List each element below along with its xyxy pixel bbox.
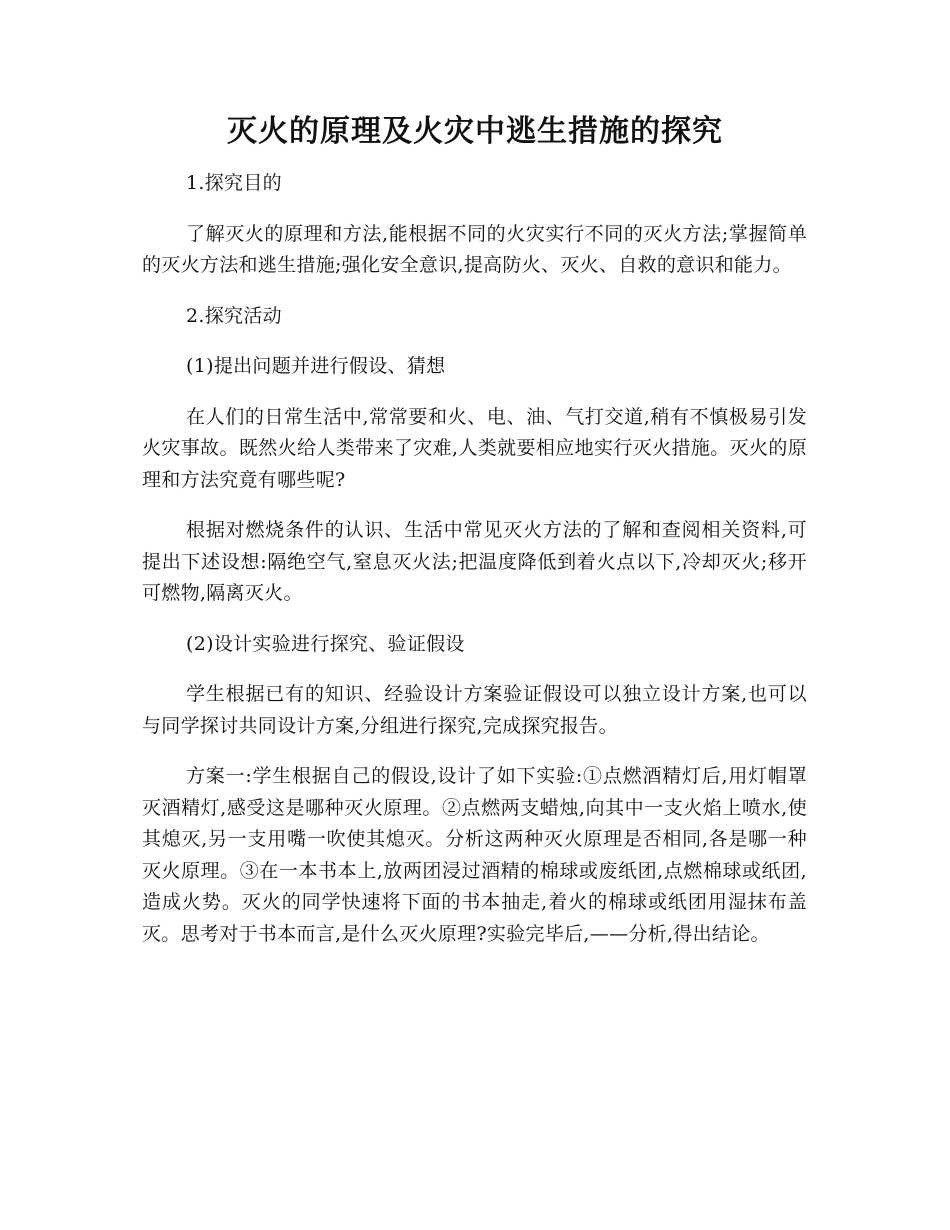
- paragraph-subsection-1-heading: (1)提出问题并进行假设、猜想: [186, 355, 446, 377]
- paragraph-hypotheses: 根据对燃烧条件的认识、生活中常见灭火方法的了解和查阅相关资料,可提出下述设想:隔绝空气,窒息灭火法;把温度降低到着火点以下,冷却灭火;移开可燃物,隔离灭火。: [142, 519, 807, 604]
- paragraph-section-2-heading: 2.探究活动: [186, 304, 282, 327]
- paragraph-section-1-heading: 1.探究目的: [186, 172, 282, 194]
- paragraph-subsection-2-heading: (2)设计实验进行探究、验证假设: [186, 632, 465, 655]
- document-title: 灭火的原理及火灾中逃生措施的探究: [227, 114, 723, 149]
- paragraph-purpose: 了解灭火的原理和方法,能根据不同的火灾实行不同的灭火方法;掌握简单的灭火方法和逃生措施;强化安全意识,提高防火、灭火、自救的意识和能力。: [142, 222, 807, 276]
- paragraph-plan-one: 方案一:学生根据自己的假设,设计了如下实验:①点燃酒精灯后,用灯帽罩灭酒精灯,感受这是哪种灭火原理。②点燃两支蜡烛,向其中一支火焰上喷水,使其熄灭,另一支用嘴一吹使其熄灭。分析这两种灭火原理是否相同,各是哪一种灭火原理。③在一本书本上,放两团浸过酒精的棉球或废纸团,点燃棉球或纸团,造成火势。灭火的同学快速将下面的书本抽走,着火的棉球或纸团用湿抹布盖灭。思考对于书本而言,是什么灭火原理?实验完毕后,——分析,得出结论。: [142, 765, 807, 945]
- paragraph-design: 学生根据已有的知识、经验设计方案验证假设可以独立设计方案,也可以与同学探讨共同设计方案,分组进行探究,完成探究报告。: [142, 683, 807, 737]
- document-body: [142, 168, 807, 950]
- paragraph-background: 在人们的日常生活中,常常要和火、电、油、气打交道,稍有不慎极易引发火灾事故。既然火给人类带来了灾难,人类就要相应地实行灭火措施。灭火的原理和方法究竟有哪些呢?: [142, 405, 807, 491]
